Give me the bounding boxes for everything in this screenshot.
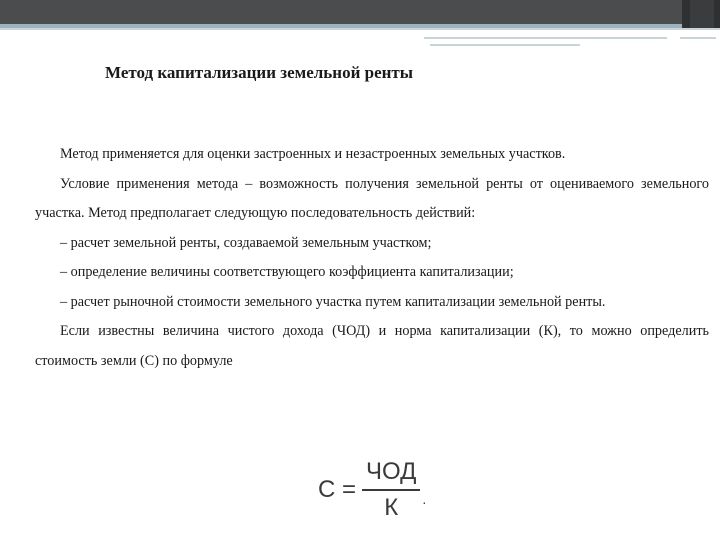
page-title: Метод капитализации земельной ренты	[105, 63, 414, 82]
header-corner-inner	[690, 0, 714, 28]
list-item: – определение величины соответствующего коэффициента капитализации;	[60, 264, 514, 280]
formula	[318, 452, 426, 528]
formula-lhs: С =	[318, 476, 357, 503]
decorative-rule	[430, 44, 580, 46]
formula-terminator: .	[422, 491, 427, 507]
list-item: – расчет рыночной стоимости земельного участка путем капитализации земельной ренты.	[60, 293, 606, 310]
paragraph: Если известны величина чистого дохода (ЧОД) и норма капитализации (К), то можно определить стоимость земли (С) по формуле	[35, 323, 709, 369]
header-bar	[0, 0, 720, 24]
body-text	[35, 140, 709, 376]
paragraph: Метод применяется для оценки застроенных и незастроенных земельных участков.	[60, 146, 566, 162]
header-light-stripe	[0, 28, 720, 30]
decorative-rule	[680, 37, 716, 39]
list-item: – расчет земельной ренты, создаваемой земельным участком;	[60, 234, 432, 251]
formula-numerator: ЧОД	[362, 457, 420, 491]
paragraph: Условие применения метода – возможность получения земельной ренты от оцениваемого земельного участка. Метод предполагает следующую последовательность действий:	[35, 175, 709, 221]
decorative-rule	[424, 37, 667, 39]
formula-fraction	[362, 457, 420, 523]
formula-denominator: К	[384, 494, 399, 521]
